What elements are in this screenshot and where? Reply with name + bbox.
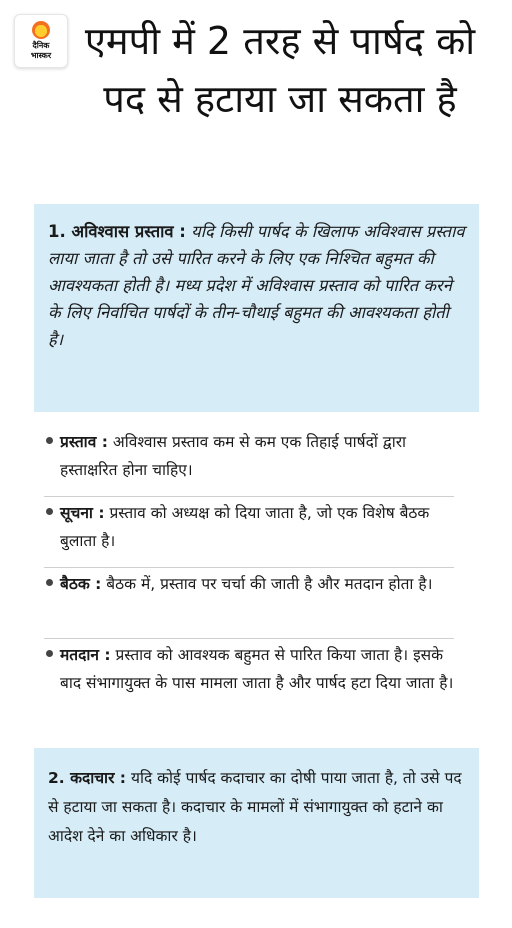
no-confidence-motion-box [34, 204, 479, 412]
misconduct-text [48, 764, 465, 851]
bullet-icon [46, 650, 53, 657]
misconduct-box [34, 748, 479, 898]
step-label: बैठक : [60, 575, 102, 593]
logo-line-2: भास्कर [30, 51, 52, 60]
step-text: प्रस्ताव को आवश्यक बहुमत से पारित किया जाता है। इसके बाद संभागायुक्त के पास मामला जाता है और पार्षद हटा दिया जाता है। [60, 646, 454, 692]
motion-steps-list [44, 426, 454, 737]
no-confidence-motion-body: यदि किसी पार्षद के खिलाफ अविश्वास प्रस्ताव लाया जाता है तो उसे पारित करने के लिए एक निश्चित बहुमत की आवश्यकता होती है। मध्य प्रदेश में अविश्वास प्रस्ताव को पारित करने के लिए निर्वाचित पार्षदों के तीन-चौथाई बहुमत की आवश्यकता होती है। [48, 222, 465, 349]
list-item [44, 426, 454, 497]
no-confidence-motion-text [48, 218, 465, 353]
list-item [44, 497, 454, 568]
sun-icon [32, 21, 50, 39]
bullet-icon [46, 508, 53, 515]
misconduct-heading: 2. कदाचार : [48, 769, 127, 787]
bullet-icon [46, 437, 53, 444]
bullet-icon [46, 579, 53, 586]
step-label: प्रस्ताव : [60, 433, 108, 451]
misconduct-body: यदि कोई पार्षद कदाचार का दोषी पाया जाता है, तो उसे पद से हटाया जा सकता है। कदाचार के मामलों में संभागायुक्त को हटाने का आदेश देने का अधिकार है। [48, 769, 462, 845]
list-item [44, 639, 454, 737]
step-text: बैठक में, प्रस्ताव पर चर्चा की जाती है और मतदान होता है। [106, 575, 433, 593]
logo-line-1: दैनिक [32, 41, 50, 50]
page-title: एमपी में 2 तरह से पार्षद को पद से हटाया जा सकता है [84, 19, 476, 121]
dainik-bhaskar-logo [14, 14, 68, 68]
list-item [44, 568, 454, 639]
no-confidence-motion-heading: 1. अविश्वास प्रस्ताव : [48, 222, 186, 241]
step-text: प्रस्ताव को अध्यक्ष को दिया जाता है, जो एक विशेष बैठक बुलाता है। [60, 504, 430, 550]
step-text: अविश्वास प्रस्ताव कम से कम एक तिहाई पार्षदों द्वारा हस्ताक्षरित होना चाहिए। [60, 433, 407, 479]
step-label: मतदान : [60, 646, 111, 664]
step-label: सूचना : [60, 504, 105, 522]
